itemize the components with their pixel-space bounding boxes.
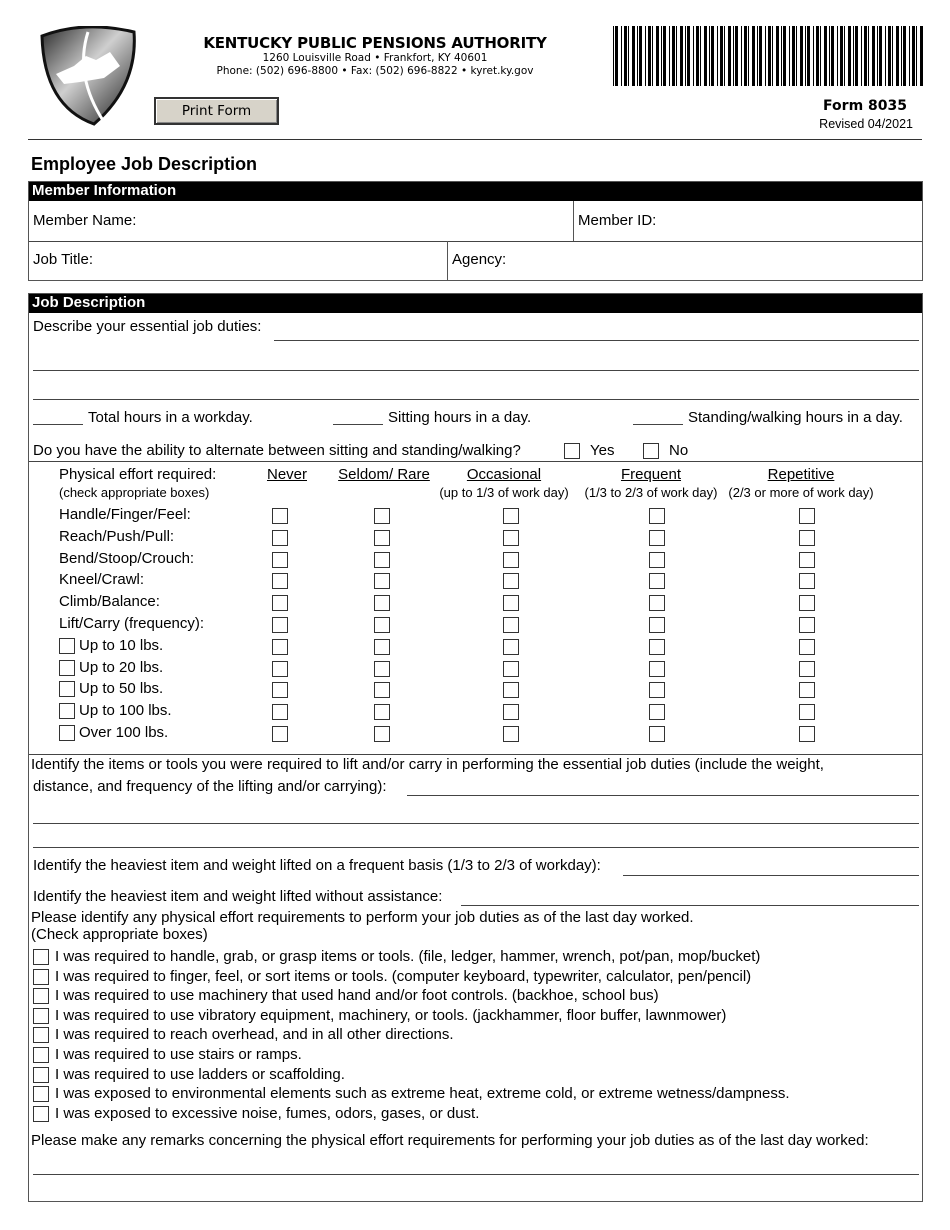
barcode-bar (672, 26, 675, 86)
effort-checkbox[interactable] (503, 595, 519, 611)
agency-heading (150, 34, 600, 78)
requirement-label: I was required to handle, grab, or grasp items or tools. (file, ledger, hammer, wrench, pot/pan, mop/bucket) (55, 948, 761, 965)
barcode-bar (844, 26, 845, 86)
effort-checkbox[interactable] (649, 573, 665, 589)
barcode-bar (744, 26, 747, 86)
barcode-bar (757, 26, 758, 86)
effort-checkbox[interactable] (799, 552, 815, 568)
barcode-bar (783, 26, 786, 86)
requirement-label: I was exposed to environmental elements such as extreme heat, extreme cold, or extreme wetness/dampness. (55, 1085, 790, 1103)
requirement-checkbox[interactable] (33, 988, 49, 1004)
barcode-bar (615, 26, 618, 86)
identify-items-line1: Identify the items or tools you were required to lift and/or carry in performing the essential job duties (include the weight, (31, 756, 824, 773)
member-id-field[interactable] (661, 204, 916, 238)
barcode-bar (711, 26, 714, 86)
barcode-bar (848, 26, 851, 86)
barcode-bar (824, 26, 827, 86)
heaviest-unassisted-label: Identify the heaviest item and weight lifted without assistance: (33, 888, 443, 905)
sitting-hours-label: Sitting hours in a day. (388, 409, 532, 426)
requirement-label: I was required to use stairs or ramps. (55, 1046, 302, 1063)
barcode-bar (717, 26, 718, 86)
effort-checkbox[interactable] (374, 639, 390, 655)
effort-checkbox[interactable] (799, 661, 815, 677)
barcode-bar (759, 26, 762, 86)
barcode-bar (877, 26, 878, 86)
barcode-bar (632, 26, 635, 86)
page-title: Employee Job Description (31, 154, 258, 174)
member-id-label: Member ID: (578, 212, 657, 229)
barcode-bar (800, 26, 803, 86)
barcode-bar (624, 26, 627, 86)
effort-checkbox[interactable] (503, 508, 519, 524)
barcode-bar (656, 26, 659, 86)
heaviest-unassisted-field[interactable] (461, 905, 919, 906)
member-name-label: Member Name: (33, 212, 137, 229)
effort-column-occasional: Occasional (466, 466, 542, 483)
form-number: Form 8035 (823, 98, 907, 114)
job-title-field[interactable] (101, 244, 441, 278)
effort-checkbox[interactable] (649, 530, 665, 546)
requirement-checkbox[interactable] (33, 1106, 49, 1122)
barcode (613, 26, 923, 86)
barcode-bar (805, 26, 806, 86)
duties-label: Describe your essential job duties: (33, 318, 262, 335)
requirement-checkbox[interactable] (33, 1027, 49, 1043)
effort-row-label: Up to 20 lbs. (79, 658, 164, 676)
barcode-bar (772, 26, 773, 86)
revised-date: Revised 04/2021 (819, 117, 913, 131)
effort-checkbox[interactable] (272, 661, 288, 677)
effort-header-label: Physical effort required: (59, 466, 217, 483)
effort-checkbox[interactable] (374, 595, 390, 611)
member-info-section (28, 181, 923, 281)
total-hours-field[interactable] (33, 409, 83, 425)
weight-checkbox[interactable] (59, 681, 75, 697)
effort-checkbox[interactable] (374, 661, 390, 677)
effort-column-frequent: Frequent (620, 466, 682, 483)
effort-checkbox[interactable] (272, 704, 288, 720)
effort-checkbox[interactable] (272, 573, 288, 589)
effort-checkbox[interactable] (272, 726, 288, 742)
effort-checkbox[interactable] (503, 639, 519, 655)
barcode-bar (645, 26, 646, 86)
barcode-bar (621, 26, 622, 86)
barcode-bar (903, 26, 906, 86)
barcode-bar (639, 26, 642, 86)
effort-column-sub: (up to 1/3 of work day) (439, 485, 569, 500)
barcode-bar (700, 26, 701, 86)
barcode-bar (661, 26, 662, 86)
effort-checkbox[interactable] (799, 595, 815, 611)
barcode-bar (888, 26, 891, 86)
barcode-bar (916, 26, 917, 86)
standing-hours-label: Standing/walking hours in a day. (688, 409, 903, 426)
weight-checkbox[interactable] (59, 703, 75, 719)
barcode-bar (855, 26, 858, 86)
barcode-bar (676, 26, 677, 86)
effort-column-sub: (1/3 to 2/3 of work day) (584, 485, 718, 500)
barcode-bar (816, 26, 819, 86)
effort-checkbox[interactable] (374, 573, 390, 589)
effort-column-repetitive: Repetitive (767, 466, 835, 483)
requirements-intro: Please identify any physical effort requirements to perform your job duties as of the last day worked. (31, 909, 694, 926)
effort-checkbox[interactable] (374, 704, 390, 720)
requirement-checkbox[interactable] (33, 1047, 49, 1063)
effort-checkbox[interactable] (272, 552, 288, 568)
barcode-bar (896, 26, 899, 86)
barcode-bar (829, 26, 830, 86)
barcode-bar (728, 26, 731, 86)
duties-line[interactable] (33, 370, 919, 371)
effort-checkbox[interactable] (799, 573, 815, 589)
duties-line[interactable] (33, 399, 919, 400)
kentucky-shield-logo (34, 26, 136, 126)
agency-field[interactable] (513, 244, 917, 278)
effort-checkbox[interactable] (649, 704, 665, 720)
effort-row-label: Up to 10 lbs. (79, 636, 164, 654)
effort-checkbox[interactable] (272, 508, 288, 524)
row-divider (29, 241, 922, 242)
requirement-label: I was exposed to excessive noise, fumes, odors, gases, or dust. (55, 1104, 480, 1122)
barcode-bar (853, 26, 854, 86)
effort-row-label: Reach/Push/Pull: (59, 527, 175, 545)
effort-checkbox[interactable] (374, 682, 390, 698)
effort-checkbox[interactable] (374, 552, 390, 568)
barcode-bar (748, 26, 749, 86)
requirement-label: I was required to use vibratory equipment, machinery, or tools. (jackhammer, floor buffer, lawnmower) (55, 1006, 727, 1024)
requirement-label: I was required to finger, feel, or sort items or tools. (computer keyboard, typewriter, calculator, pen/pencil) (55, 967, 752, 985)
barcode-bar (872, 26, 875, 86)
remarks-line[interactable] (33, 1174, 919, 1175)
requirement-label: I was required to use ladders or scaffolding. (55, 1065, 345, 1083)
header-divider (28, 139, 922, 140)
barcode-bar (909, 26, 910, 86)
barcode-bar (652, 26, 653, 86)
effort-checkbox[interactable] (649, 639, 665, 655)
barcode-bar (796, 26, 797, 86)
effort-checkbox[interactable] (374, 530, 390, 546)
requirements-intro-sub: (Check appropriate boxes) (31, 926, 208, 943)
col-divider (573, 201, 574, 241)
barcode-bar (669, 26, 670, 86)
effort-checkbox[interactable] (503, 573, 519, 589)
agency-name: KENTUCKY PUBLIC PENSIONS AUTHORITY (203, 34, 547, 52)
barcode-bar (920, 26, 923, 86)
member-info-header: Member Information (29, 182, 922, 201)
effort-checkbox[interactable] (272, 595, 288, 611)
total-hours-label: Total hours in a workday. (88, 409, 253, 426)
barcode-bar (892, 26, 893, 86)
barcode-bar (696, 26, 699, 86)
agency-address: 1260 Louisville Road • Frankfort, KY 40601 (262, 52, 488, 64)
requirement-checkbox[interactable] (33, 969, 49, 985)
alternate-yes-label: Yes (590, 442, 615, 459)
effort-row-label: Up to 50 lbs. (79, 680, 164, 698)
identify-items-line[interactable] (33, 823, 919, 824)
sitting-hours-field[interactable] (333, 409, 383, 425)
barcode-bar (628, 26, 629, 86)
agency-contact: Phone: (502) 696-8800 • Fax: (502) 696-8822 • kyret.ky.gov (216, 65, 534, 77)
effort-checkbox[interactable] (649, 617, 665, 633)
effort-row-label: Bend/Stoop/Crouch: (59, 549, 195, 567)
barcode-bar (637, 26, 638, 86)
effort-checkbox[interactable] (374, 508, 390, 524)
barcode-bar (879, 26, 882, 86)
effort-checkbox[interactable] (799, 726, 815, 742)
effort-checkbox[interactable] (272, 530, 288, 546)
effort-row-label: Kneel/Crawl: (59, 571, 145, 589)
weight-checkbox[interactable] (59, 638, 75, 654)
effort-checkbox[interactable] (503, 617, 519, 633)
effort-checkbox[interactable] (503, 552, 519, 568)
effort-checkbox[interactable] (649, 682, 665, 698)
barcode-bar (735, 26, 738, 86)
requirement-label: I was required to reach overhead, and in all other directions. (55, 1026, 454, 1044)
requirement-label: I was required to use machinery that used hand and/or foot controls. (backhoe, school bus) (55, 987, 659, 1005)
barcode-bar (868, 26, 869, 86)
effort-checkbox[interactable] (649, 595, 665, 611)
effort-checkbox[interactable] (649, 508, 665, 524)
barcode-bar (709, 26, 710, 86)
alternate-no-label: No (669, 442, 689, 459)
barcode-bar (765, 26, 766, 86)
standing-hours-field[interactable] (633, 409, 683, 425)
barcode-bar (813, 26, 814, 86)
barcode-bar (776, 26, 779, 86)
requirement-checkbox[interactable] (33, 1008, 49, 1024)
heaviest-frequent-label: Identify the heaviest item and weight lifted on a frequent basis (1/3 to 2/3 of workday): (33, 857, 601, 874)
effort-row-label: Lift/Carry (frequency): (59, 615, 205, 632)
duties-line[interactable] (274, 340, 919, 341)
barcode-bar (693, 26, 694, 86)
effort-checkbox[interactable] (272, 617, 288, 633)
effort-column-never: Never (266, 466, 307, 483)
effort-checkbox[interactable] (503, 530, 519, 546)
requirement-checkbox[interactable] (33, 1086, 49, 1102)
weight-checkbox[interactable] (59, 725, 75, 741)
barcode-bar (680, 26, 683, 86)
barcode-bar (912, 26, 915, 86)
identify-items-line[interactable] (407, 795, 919, 796)
barcode-bar (789, 26, 790, 86)
requirement-checkbox[interactable] (33, 1067, 49, 1083)
effort-checkbox[interactable] (799, 617, 815, 633)
section-divider (29, 754, 922, 755)
barcode-bar (792, 26, 795, 86)
effort-checkbox[interactable] (799, 704, 815, 720)
job-description-header: Job Description (29, 294, 922, 313)
requirement-checkbox[interactable] (33, 949, 49, 965)
alternate-question: Do you have the ability to alternate between sitting and standing/walking? (33, 442, 521, 459)
effort-checkbox[interactable] (649, 661, 665, 677)
effort-checkbox[interactable] (649, 552, 665, 568)
effort-checkbox[interactable] (649, 726, 665, 742)
effort-row-label: Handle/Finger/Feel: (59, 506, 191, 523)
barcode-bar (840, 26, 843, 86)
barcode-bar (613, 26, 614, 86)
job-description-section (28, 293, 923, 1202)
effort-header-sub: (check appropriate boxes) (59, 485, 210, 500)
agency-label: Agency: (452, 251, 507, 268)
barcode-bar (781, 26, 782, 86)
effort-checkbox[interactable] (503, 704, 519, 720)
effort-row-label: Up to 100 lbs. (79, 702, 172, 720)
effort-checkbox[interactable] (503, 682, 519, 698)
barcode-bar (820, 26, 821, 86)
print-form-button[interactable]: Print Form (154, 97, 279, 125)
barcode-bar (648, 26, 651, 86)
member-name-field[interactable] (139, 204, 569, 238)
barcode-bar (752, 26, 755, 86)
effort-checkbox[interactable] (799, 508, 815, 524)
barcode-bar (733, 26, 734, 86)
col-divider (447, 241, 448, 280)
barcode-bar (685, 26, 686, 86)
effort-checkbox[interactable] (374, 617, 390, 633)
effort-checkbox[interactable] (272, 639, 288, 655)
job-title-label: Job Title: (33, 251, 94, 268)
effort-checkbox[interactable] (799, 682, 815, 698)
heaviest-frequent-field[interactable] (623, 875, 919, 876)
effort-column-seldom-rare: Seldom/ Rare (338, 466, 430, 483)
effort-column-sub: (2/3 or more of work day) (728, 485, 874, 500)
barcode-bar (837, 26, 838, 86)
weight-checkbox[interactable] (59, 660, 75, 676)
barcode-bar (861, 26, 862, 86)
barcode-bar (807, 26, 810, 86)
effort-checkbox[interactable] (503, 661, 519, 677)
barcode-bar (768, 26, 771, 86)
effort-checkbox[interactable] (799, 530, 815, 546)
barcode-bar (720, 26, 723, 86)
barcode-bar (741, 26, 742, 86)
barcode-bar (663, 26, 666, 86)
barcode-bar (687, 26, 690, 86)
effort-checkbox[interactable] (272, 682, 288, 698)
barcode-bar (864, 26, 867, 86)
barcode-bar (724, 26, 725, 86)
barcode-bar (901, 26, 902, 86)
effort-row-label: Climb/Balance: (59, 593, 160, 611)
section-divider (29, 461, 922, 462)
alternate-yes-checkbox[interactable] (564, 443, 580, 459)
identify-items-line2: distance, and frequency of the lifting and/or carrying): (33, 778, 387, 795)
effort-checkbox[interactable] (374, 726, 390, 742)
effort-checkbox[interactable] (799, 639, 815, 655)
barcode-bar (704, 26, 707, 86)
remarks-label: Please make any remarks concerning the physical effort requirements for performing your job duties as of the last day worked: (31, 1132, 869, 1149)
barcode-bar (831, 26, 834, 86)
effort-checkbox[interactable] (503, 726, 519, 742)
identify-items-line[interactable] (33, 847, 919, 848)
alternate-no-checkbox[interactable] (643, 443, 659, 459)
effort-row-label: Over 100 lbs. (79, 724, 169, 741)
barcode-bar (885, 26, 886, 86)
